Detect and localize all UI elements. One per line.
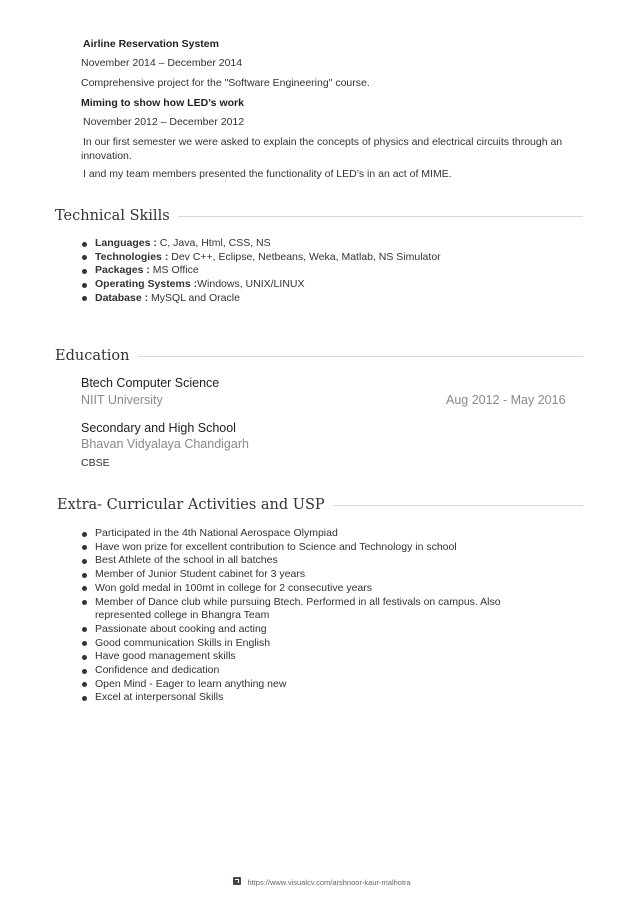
project-date: November 2012 – December 2012 — [83, 116, 245, 128]
external-link-icon — [233, 877, 241, 885]
technical-skills-list — [81, 237, 581, 306]
skill-value: MySQL and Oracle — [148, 291, 240, 304]
list-item: Excel at interpersonal Skills — [81, 691, 551, 705]
education-header — [55, 348, 583, 364]
skill-value: MS Office — [149, 264, 199, 277]
list-item: Confidence and dedication — [81, 664, 551, 678]
list-item: Have good management skills — [81, 650, 551, 664]
list-item — [81, 237, 581, 251]
education-note: CBSE — [81, 457, 110, 469]
bullet-icon — [82, 242, 87, 247]
section-title: Extra- Curricular Activities and USP — [57, 497, 325, 513]
list-item: Good communication Skills in English — [81, 637, 551, 651]
bullet-icon — [82, 269, 87, 274]
skill-value: Windows, UNIX/LINUX — [197, 278, 305, 291]
education-dates: Aug 2012 - May 2016 — [446, 393, 566, 407]
skill-value: Dev C++, Eclipse, Netbeans, Weka, Matlab, NS Simulator — [168, 250, 441, 263]
profile-link[interactable]: https://www.visualcv.com/arshnoor-kaur-malhotra — [247, 878, 411, 887]
skill-label: Technologies : — [95, 250, 169, 263]
section-title: Technical Skills — [55, 208, 170, 224]
skill-label: Operating Systems : — [95, 278, 198, 291]
bullet-icon — [82, 283, 87, 288]
bullet-icon — [82, 573, 87, 578]
bullet-icon — [82, 641, 87, 646]
project-title: Airline Reservation System — [83, 38, 219, 50]
education-degree: Secondary and High School — [81, 421, 236, 435]
section-divider — [138, 356, 583, 357]
extracurricular-list — [81, 527, 551, 705]
skill-value: C, Java, Html, CSS, NS — [156, 237, 271, 249]
project-title: Miming to show how LED’s work — [81, 97, 244, 109]
bullet-icon — [82, 627, 87, 632]
bullet-icon — [82, 255, 87, 260]
list-item: Participated in the 4th National Aerospace Olympiad — [81, 527, 551, 541]
skill-label: Database : — [95, 291, 149, 304]
section-title: Education — [55, 348, 130, 364]
list-item: Member of Junior Student cabinet for 3 years — [81, 568, 551, 582]
section-divider — [178, 216, 583, 217]
list-item: Won gold medal in 100mt in college for 2 consecutive years — [81, 582, 551, 596]
project-description: I and my team members presented the functionality of LED’s in an act of MIME. — [83, 168, 452, 180]
bullet-icon — [82, 696, 87, 701]
list-item — [81, 292, 581, 306]
bullet-icon — [82, 682, 87, 687]
education-degree: Btech Computer Science — [81, 376, 220, 390]
skill-label: Packages : — [95, 264, 150, 277]
list-item — [81, 278, 581, 292]
bullet-icon — [82, 669, 87, 674]
bullet-icon — [82, 600, 87, 605]
bullet-icon — [82, 586, 87, 591]
list-item — [81, 264, 581, 278]
education-school: Bhavan Vidyalaya Chandigarh — [81, 437, 249, 451]
list-item — [81, 251, 581, 265]
footer — [233, 872, 411, 890]
bullet-icon — [82, 532, 87, 537]
list-item: Member of Dance club while pursuing Btech. Performed in all festivals on campus. Also represented college in Bhangra Team — [81, 596, 551, 623]
bullet-icon — [82, 296, 87, 301]
bullet-icon — [82, 655, 87, 660]
list-item: Best Athlete of the school in all batches — [81, 554, 551, 568]
education-school: NIIT University — [81, 393, 163, 407]
section-divider — [333, 505, 583, 506]
list-item: Open Mind - Eager to learn anything new — [81, 678, 551, 692]
skill-label: Languages : — [95, 237, 157, 249]
list-item: Passionate about cooking and acting — [81, 623, 551, 637]
project-description: In our first semester we were asked to explain the concepts of physics and electrical circuits through an innovation. — [81, 136, 563, 162]
bullet-icon — [82, 545, 87, 550]
bullet-icon — [82, 559, 87, 564]
extracurricular-header — [57, 497, 583, 513]
project-date: November 2014 – December 2014 — [81, 57, 243, 69]
technical-skills-header — [55, 208, 583, 224]
list-item: Have won prize for excellent contribution to Science and Technology in school — [81, 541, 551, 555]
project-description: Comprehensive project for the "Software Engineering" course. — [81, 77, 370, 89]
